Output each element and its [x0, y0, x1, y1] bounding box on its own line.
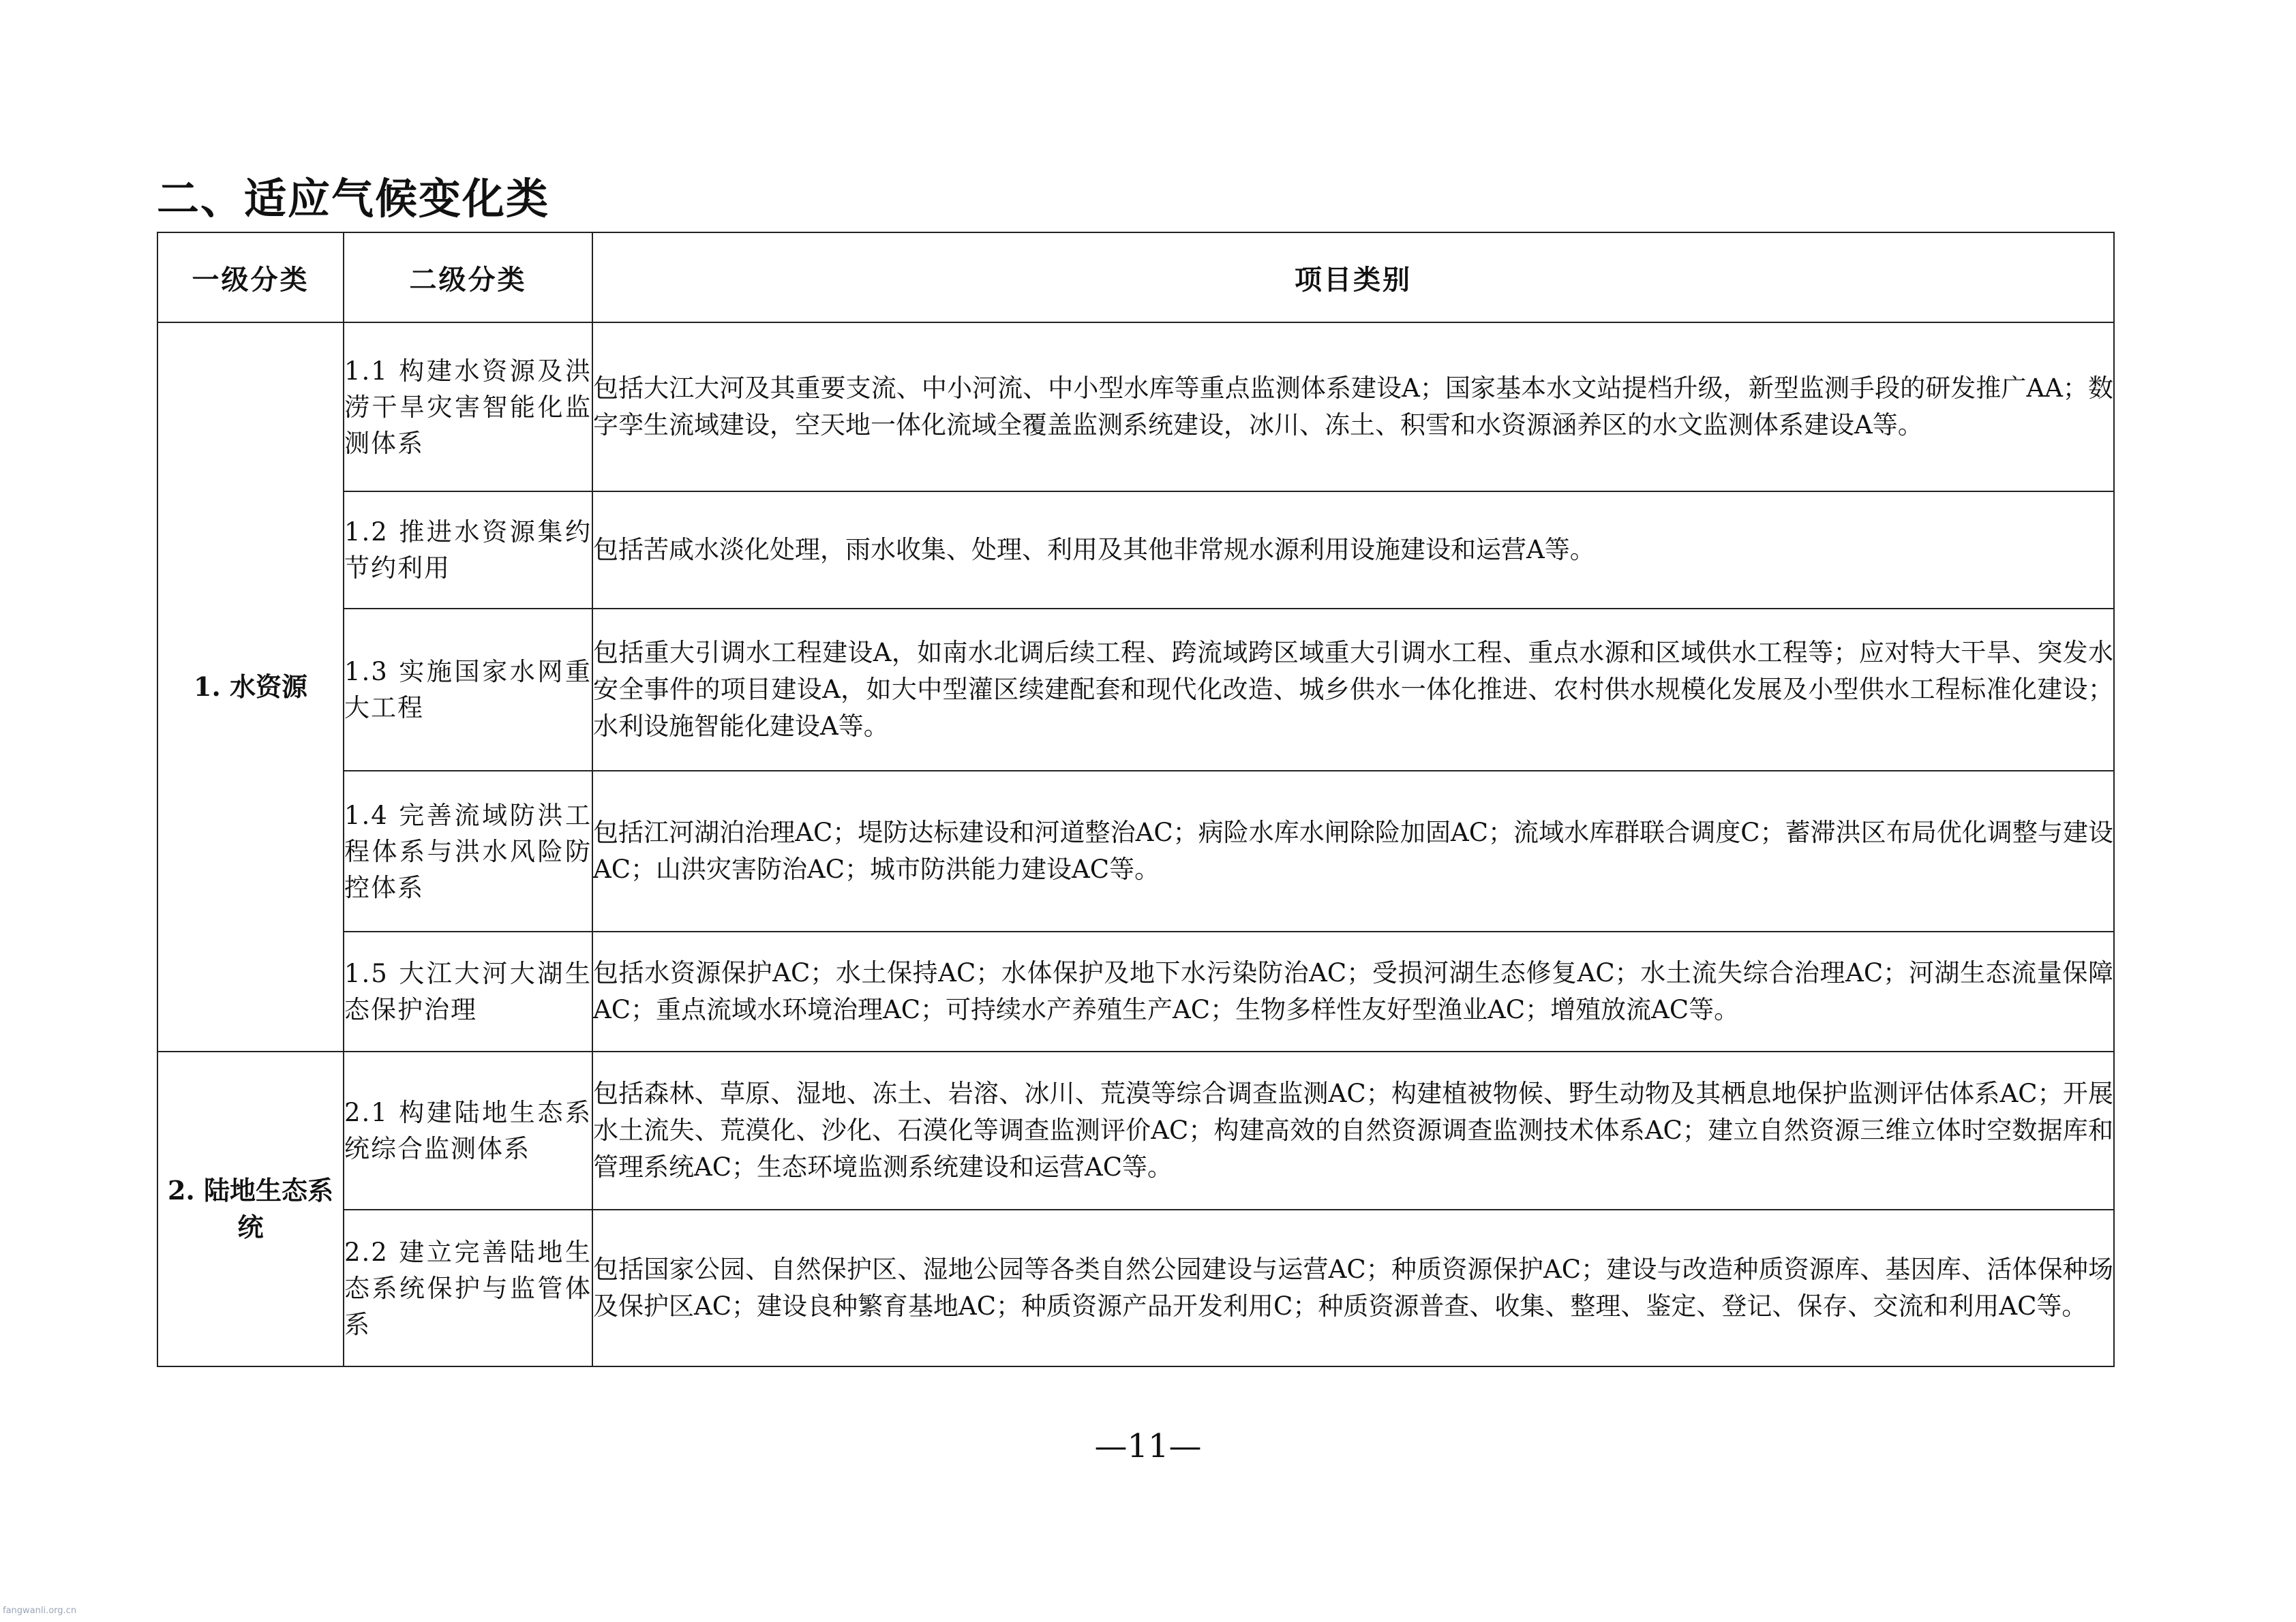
level1-terrestrial-ecosystem: 2. 陆地生态系统: [157, 1052, 344, 1366]
table-row: [157, 932, 2114, 1052]
level2-cell: 1.5 大江大河大湖生态保护治理: [344, 932, 592, 1052]
level2-cell: 2.2 建立完善陆地生态系统保护与监管体系: [344, 1210, 592, 1366]
header-project-category: 项目类别: [592, 232, 2114, 322]
header-level2: 二级分类: [344, 232, 592, 322]
table-row: [157, 1210, 2114, 1366]
level2-cell: 1.4 完善流域防洪工程体系与洪水风险防控体系: [344, 771, 592, 932]
project-description: 包括水资源保护AC；水土保持AC；水体保护及地下水污染防治AC；受损河湖生态修复AC；水土流失综合治理AC；河湖生态流量保障AC；重点流域水环境治理AC；可持续水产养殖生产AC；生物多样性友好型渔业AC；增殖放流AC等。: [592, 932, 2114, 1052]
table-row: [157, 771, 2114, 932]
project-description: 包括苦咸水淡化处理，雨水收集、处理、利用及其他非常规水源利用设施建设和运营A等。: [592, 491, 2114, 609]
table-row: [157, 1052, 2114, 1210]
watermark-text: fangwanli.org.cn: [3, 1606, 77, 1616]
page-number: —11—: [1094, 1427, 1202, 1465]
table-row: [157, 609, 2114, 771]
header-level1: 一级分类: [157, 232, 344, 322]
level2-cell: 2.1 构建陆地生态系统综合监测体系: [344, 1052, 592, 1210]
level2-cell: 1.3 实施国家水网重大工程: [344, 609, 592, 771]
level2-cell: 1.2 推进水资源集约节约利用: [344, 491, 592, 609]
level1-water-resources: 1. 水资源: [157, 322, 344, 1052]
table-header-row: [157, 232, 2114, 322]
project-description: 包括重大引调水工程建设A，如南水北调后续工程、跨流域跨区域重大引调水工程、重点水源和区域供水工程等；应对特大干旱、突发水安全事件的项目建设A，如大中型灌区续建配套和现代化改造、城乡供水一体化推进、农村供水规模化发展及小型供水工程标准化建设；水利设施智能化建设A等。: [592, 609, 2114, 771]
classification-table: [157, 232, 2115, 1367]
section-title: 二、适应气候变化类: [157, 174, 550, 224]
level2-cell: 1.1 构建水资源及洪涝干旱灾害智能化监测体系: [344, 322, 592, 491]
table-row: [157, 491, 2114, 609]
project-description: 包括江河湖泊治理AC；堤防达标建设和河道整治AC；病险水库水闸除险加固AC；流域水库群联合调度C；蓄滞洪区布局优化调整与建设AC；山洪灾害防治AC；城市防洪能力建设AC等。: [592, 771, 2114, 932]
project-description: 包括国家公园、自然保护区、湿地公园等各类自然公园建设与运营AC；种质资源保护AC；建设与改造种质资源库、基因库、活体保种场及保护区AC；建设良种繁育基地AC；种质资源产品开发利用C；种质资源普查、收集、整理、鉴定、登记、保存、交流和利用AC等。: [592, 1210, 2114, 1366]
project-description: 包括大江大河及其重要支流、中小河流、中小型水库等重点监测体系建设A；国家基本水文站提档升级，新型监测手段的研发推广AA；数字孪生流域建设，空天地一体化流域全覆盖监测系统建设，冰川、冻土、积雪和水资源涵养区的水文监测体系建设A等。: [592, 322, 2114, 491]
project-description: 包括森林、草原、湿地、冻土、岩溶、冰川、荒漠等综合调查监测AC；构建植被物候、野生动物及其栖息地保护监测评估体系AC；开展水土流失、荒漠化、沙化、石漠化等调查监测评价AC；构建高效的自然资源调查监测技术体系AC；建立自然资源三维立体时空数据库和管理系统AC；生态环境监测系统建设和运营AC等。: [592, 1052, 2114, 1210]
table-row: [157, 322, 2114, 491]
